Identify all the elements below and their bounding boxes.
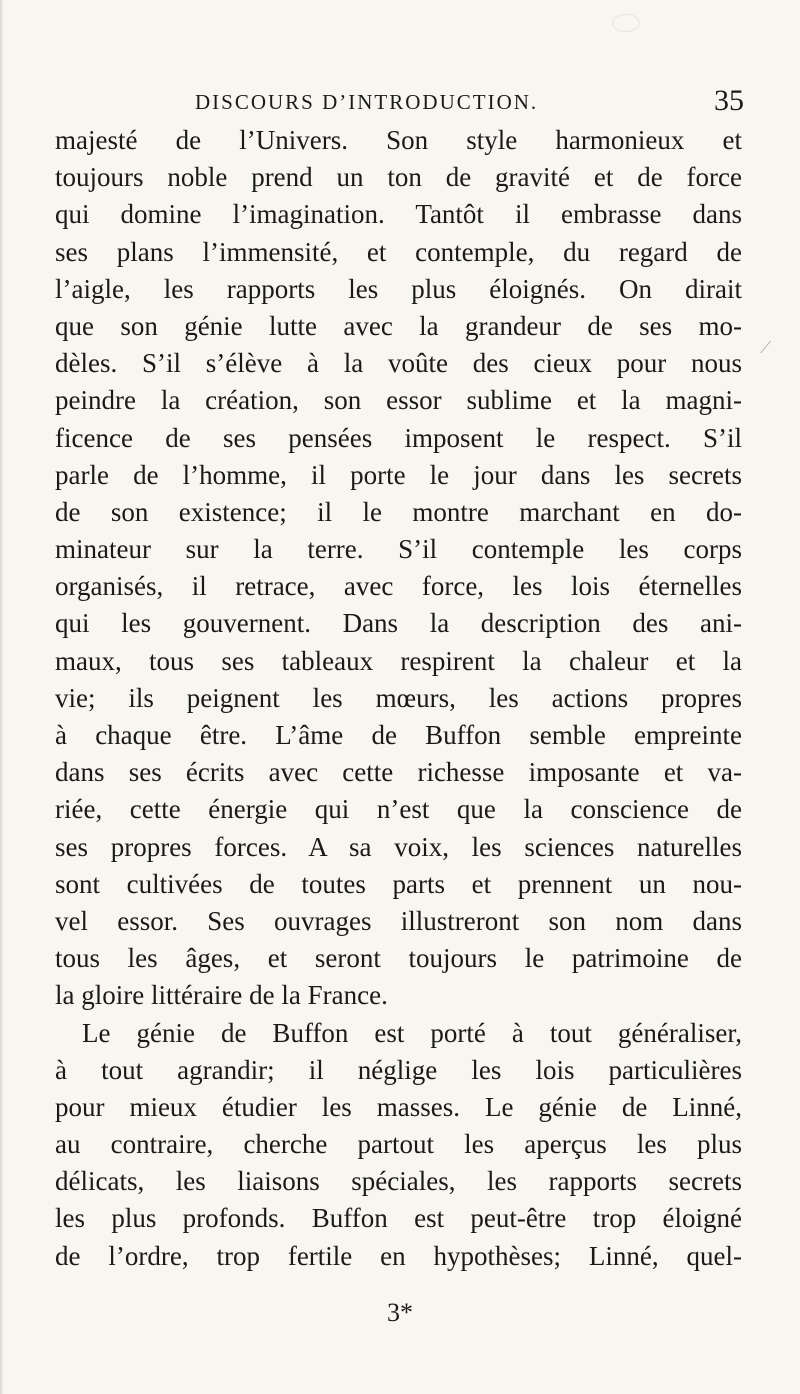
text-line: parle de l’homme, il porte le jour dans les secrets bbox=[55, 459, 742, 490]
text-line: vie; ils peignent les mœurs, les actions propres bbox=[55, 682, 742, 713]
paper-smudge bbox=[612, 14, 640, 32]
text-line: à chaque être. L’âme de Buffon semble empreinte bbox=[55, 720, 742, 750]
text-line-paragraph-end: la gloire littéraire de la France. bbox=[55, 980, 388, 1011]
text-line: ses plans l’immensité, et contemple, du regard de bbox=[55, 236, 742, 267]
signature-mark: 3* bbox=[387, 1298, 413, 1327]
text-line-paragraph-start: Le génie de Buffon est porté à tout généraliser, bbox=[82, 1017, 742, 1048]
text-line: qui les gouvernent. Dans la description des ani- bbox=[55, 608, 742, 639]
text-line: organisés, il retrace, avec force, les lois éternelles bbox=[55, 571, 742, 602]
text-line: ses propres forces. A sa voix, les sciences naturelles bbox=[55, 831, 742, 862]
text-line: l’aigle, les rapports les plus éloignés. On dirait bbox=[55, 273, 742, 304]
text-line: de l’ordre, trop fertile en hypothèses; Linné, quel- bbox=[55, 1240, 742, 1271]
text-line: riée, cette énergie qui n’est que la conscience de bbox=[55, 794, 742, 825]
text-line: délicats, les liaisons spéciales, les rapports secrets bbox=[55, 1166, 742, 1197]
text-line: à tout agrandir; il néglige les lois particulières bbox=[55, 1054, 742, 1085]
text-line: les plus profonds. Buffon est peut-être trop éloigné bbox=[55, 1203, 742, 1234]
text-line: peindre la création, son essor sublime et la magni- bbox=[55, 385, 742, 416]
text-line: pour mieux étudier les masses. Le génie de Linné, bbox=[55, 1091, 742, 1122]
text-line: vel essor. Ses ouvrages illustreront son nom dans bbox=[55, 905, 742, 936]
text-line: sont cultivées de toutes parts et prennent un nou- bbox=[55, 868, 742, 899]
text-line: tous les âges, et seront toujours le patrimoine de bbox=[55, 943, 742, 974]
text-line: qui domine l’imagination. Tantôt il embrasse dans bbox=[55, 199, 742, 230]
text-line: toujours noble prend un ton de gravité et de force bbox=[55, 162, 742, 193]
margin-pencil-mark-icon: ⟋ bbox=[760, 338, 772, 357]
page-number: 35 bbox=[714, 84, 744, 117]
running-head: DISCOURS D’INTRODUCTION. bbox=[195, 90, 539, 114]
text-line: majesté de l’Univers. Son style harmonieux et bbox=[55, 125, 742, 155]
body-text bbox=[55, 122, 742, 1275]
text-line: de son existence; il le montre marchant en do- bbox=[55, 496, 742, 527]
text-line: dans ses écrits avec cette richesse imposante et va- bbox=[55, 757, 742, 788]
page-header bbox=[0, 84, 800, 124]
text-line: que son génie lutte avec la grandeur de ses mo- bbox=[55, 310, 742, 341]
text-line: dèles. S’il s’élève à la voûte des cieux pour nous bbox=[55, 348, 742, 379]
text-line: au contraire, cherche partout les aperçus les plus bbox=[55, 1129, 742, 1160]
page-edge bbox=[0, 0, 3, 1394]
text-line: maux, tous ses tableaux respirent la chaleur et la bbox=[55, 645, 742, 676]
text-line: ficence de ses pensées imposent le respect. S’il bbox=[55, 422, 742, 453]
text-line: minateur sur la terre. S’il contemple les corps bbox=[55, 534, 742, 565]
